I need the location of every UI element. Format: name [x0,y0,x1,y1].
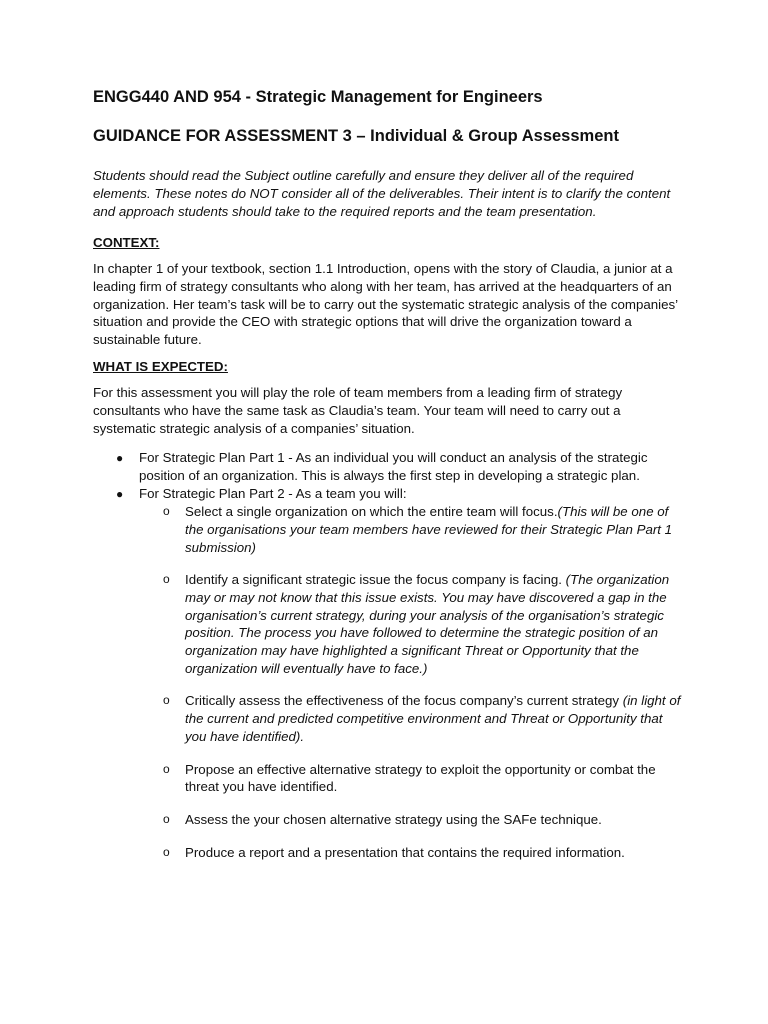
expected-paragraph: For this assessment you will play the role of team members from a leading firm of strategy consultants who have the same task as Claudia’s team. Your team will need to carry out a systematic strategic analysis of a companies’ situation. [93,385,623,436]
task-note: (The organization may or may not know that this issue exists. You may have discovered a gap in the organisation’s current strategy, during your analysis of the organisation’s strategic position. The process you have followed to determine the strategic position of an organization may have highlighted a significant Threat or Opportunity that the organization will eventually have to face.) [185,572,670,676]
bullet-icon: ● [116,487,124,502]
bullet-icon: ● [116,451,124,466]
task-text: Produce a report and a presentation that contains the required information. [185,844,625,860]
intro-paragraph: Students should read the Subject outline carefully and ensure they deliver all of the required elements. These notes do NOT consider all of the deliverables. Their intent is to clarify the content and approach students should take to the required reports and the team presentation. [93,168,671,219]
task-note: (in light of the current and predicted competitive environment and Threat or Opportunity that you have identified). [185,693,681,744]
circle-bullet-icon: o [163,761,170,776]
team-task-list [139,503,683,861]
circle-bullet-icon: o [163,693,170,708]
task-text: Critically assess the effectiveness of the focus company’s current strategy [185,693,623,709]
task-text: Identify a significant strategic issue the focus company is facing. [185,572,566,588]
plan-list [93,449,683,861]
task-text: Assess the your chosen alternative strategy using the SAFe technique. [185,811,602,827]
context-heading: CONTEXT: [93,235,160,251]
list-item [139,503,683,556]
document-subtitle: GUIDANCE FOR ASSESSMENT 3 – Individual & Group Assessment [93,127,619,145]
document-page [93,84,683,876]
plan-item-text: For Strategic Plan Part 1 - As an individual you will conduct an analysis of the strategic position of an organization. This is always the first step in developing a strategic plan. [139,450,648,484]
document-title: ENGG440 AND 954 - Strategic Management for Engineers [93,88,543,106]
plan-item-text: For Strategic Plan Part 2 - As a team you will: [139,486,407,502]
list-item [139,761,683,796]
circle-bullet-icon: o [163,811,170,826]
list-item [139,571,683,677]
list-item [139,692,683,745]
list-item [93,485,683,861]
circle-bullet-icon: o [163,504,170,519]
task-text: Propose an effective alternative strategy to exploit the opportunity or combat the threat you have identified. [185,761,656,795]
list-item [139,844,683,862]
task-note: (This will be one of the organisations your team members have reviewed for their Strategic Plan Part 1 submission) [185,504,673,555]
list-item [93,449,683,485]
context-paragraph: In chapter 1 of your textbook, section 1.1 Introduction, opens with the story of Claudia, a junior at a leading firm of strategy consultants who along with her team, has arrived at the headquarters of an organization. Her team’s task will be to carry out the systematic strategic analysis of the companies’ situation and provide the CEO with strategic options that will drive the organization toward a sustainable future. [93,261,678,347]
circle-bullet-icon: o [163,572,170,587]
list-item [139,811,683,829]
task-text: Select a single organization on which the entire team will focus. [185,504,558,520]
expected-heading: WHAT IS EXPECTED: [93,359,228,375]
circle-bullet-icon: o [163,844,170,859]
